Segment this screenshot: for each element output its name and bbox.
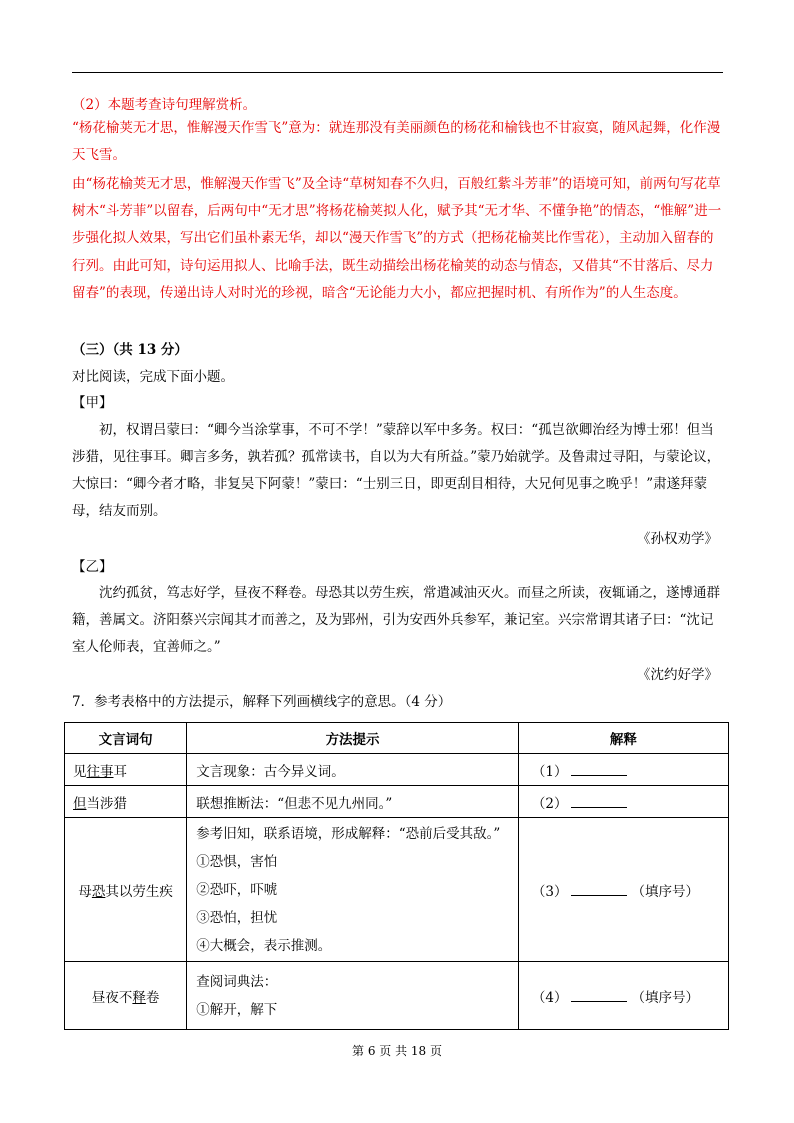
phrase-pre: 母 bbox=[78, 883, 92, 900]
answer-number: （4） bbox=[531, 989, 568, 1006]
phrase-post: 当涉猎 bbox=[86, 795, 127, 812]
jia-source: 《孙权劝学》 bbox=[637, 531, 718, 547]
header-explain: 解释 bbox=[518, 723, 728, 754]
phrase-post: 其以劳生疾 bbox=[105, 883, 173, 900]
hint-line: 文言现象：古今异义词。 bbox=[196, 763, 345, 780]
answer-number: （2） bbox=[531, 795, 568, 812]
hint-option: ④大概会，表示推测。 bbox=[196, 937, 332, 954]
table-header-row bbox=[65, 723, 729, 754]
phrase-post: 耳 bbox=[113, 763, 127, 780]
hint-cell bbox=[187, 818, 519, 962]
section-instruction: 对比阅读，完成下面小题。 bbox=[72, 369, 234, 385]
answer-note: （填序号） bbox=[631, 883, 699, 900]
phrase-underlined: 恐 bbox=[91, 883, 106, 900]
answer-cell bbox=[518, 818, 728, 962]
hint-line: 参考旧知，联系语境，形成解释：“恐前后受其敌。” bbox=[196, 825, 501, 842]
answer-heading: （2）本题考查诗句理解赏析。 bbox=[72, 97, 257, 113]
phrase-post: 卷 bbox=[145, 989, 160, 1006]
phrase-underlined: 但 bbox=[73, 795, 87, 812]
phrase-underlined: 往事 bbox=[86, 763, 114, 780]
hint-line: 联想推断法：“但悲不见九州同。” bbox=[196, 795, 393, 812]
phrase-cell bbox=[65, 754, 187, 786]
hint-cell bbox=[187, 754, 519, 786]
answer-number: （3） bbox=[531, 883, 568, 900]
jia-label: 【甲】 bbox=[72, 395, 113, 411]
hint-option: ①恐惧，害怕 bbox=[196, 853, 278, 870]
answer-note: （填序号） bbox=[631, 989, 699, 1006]
phrase-pre: 见 bbox=[73, 763, 87, 780]
answer-blank[interactable] bbox=[571, 884, 627, 896]
hint-option: ①解开，解下 bbox=[196, 1001, 278, 1018]
answer-paragraph: 由“杨花榆荚无才思，惟解漫天作雪飞”及全诗“草树知春不久归，百般红紫斗芳菲”的语境可知，前两句写花草树木“斗芳菲”以留春，后两句中“无才思”将杨花榆荚拟人化，赋予其“无才华、不懂争艳”的情态，“惟解”进一步强化拟人效果，写出它们虽朴素无华，却以“漫天作雪飞”的方式（把杨花榆荚比作雪花），主动加入留春的行列。由此可知，诗句运用拟人、比喻手法，既生动描绘出杨花榆荚的动态与情态，又借其“不甘落后、尽力留春”的表现，传递出诗人对时光的珍视，暗含“无论能力大小，都应把握时机、有所作为”的人生态度。 bbox=[72, 176, 722, 301]
header-hint: 方法提示 bbox=[187, 723, 519, 754]
hint-cell bbox=[187, 786, 519, 818]
answer-cell bbox=[518, 754, 728, 786]
phrase-cell bbox=[65, 818, 187, 962]
header-rule bbox=[72, 72, 723, 73]
phrase-underlined: 释 bbox=[132, 989, 146, 1006]
answer-blank[interactable] bbox=[571, 990, 627, 1002]
hint-line: 查阅词典法： bbox=[196, 973, 278, 990]
page-footer: 第 6 页 共 18 页 bbox=[352, 1044, 442, 1058]
phrase-cell bbox=[65, 786, 187, 818]
yi-text: 沈约孤贫，笃志好学，昼夜不释卷。母恐其以劳生疾，常遣减油灭火。而昼之所读，夜辄诵之，遂博通群籍，善属文。济阳蔡兴宗闻其才而善之，及为郢州，引为安西外兵参军，兼记室。兴宗常谓其诸子曰：“沈记室人伦师表，宜善师之。” bbox=[72, 585, 720, 655]
hint-cell bbox=[187, 962, 519, 1030]
yi-label: 【乙】 bbox=[72, 559, 113, 575]
yi-source: 《沈约好学》 bbox=[637, 667, 718, 683]
section-title: （三）（共 13 分） bbox=[72, 342, 188, 358]
table-row bbox=[65, 962, 729, 1030]
phrase-pre: 昼夜不 bbox=[91, 989, 133, 1006]
header-phrase: 文言词句 bbox=[65, 723, 187, 754]
question-7: 7．参考表格中的方法提示，解释下列画横线字的意思。（4 分） bbox=[72, 694, 452, 710]
answer-cell bbox=[518, 786, 728, 818]
hint-option: ②恐吓，吓唬 bbox=[196, 881, 278, 898]
table-row bbox=[65, 786, 729, 818]
hint-option: ③恐怕，担忧 bbox=[196, 909, 278, 926]
answer-cell bbox=[518, 962, 728, 1030]
answer-number: （1） bbox=[531, 763, 568, 780]
method-table bbox=[64, 722, 729, 1030]
jia-text: 初，权谓吕蒙曰：“卿今当涂掌事，不可不学！”蒙辞以军中多务。权曰：“孤岂欲卿治经为博士邪！但当涉猎，见往事耳。卿言多务，孰若孤？孤常读书，自以为大有所益。”蒙乃始就学。及鲁肃过寻阳，与蒙论议，大惊曰：“卿今者才略，非复吴下阿蒙！”蒙曰：“士别三日，即更刮目相待，大兄何见事之晚乎！”肃遂拜蒙母，结友而别。 bbox=[72, 422, 721, 519]
table-row bbox=[65, 754, 729, 786]
answer-line1: “杨花榆荚无才思，惟解漫天作雪飞”意为：就连那没有美丽颜色的杨花和榆钱也不甘寂寞，随风起舞，化作漫天飞雪。 bbox=[72, 120, 721, 164]
table-row bbox=[65, 818, 729, 962]
answer-blank[interactable] bbox=[571, 764, 627, 776]
phrase-cell bbox=[65, 962, 187, 1030]
answer-blank[interactable] bbox=[571, 796, 627, 808]
